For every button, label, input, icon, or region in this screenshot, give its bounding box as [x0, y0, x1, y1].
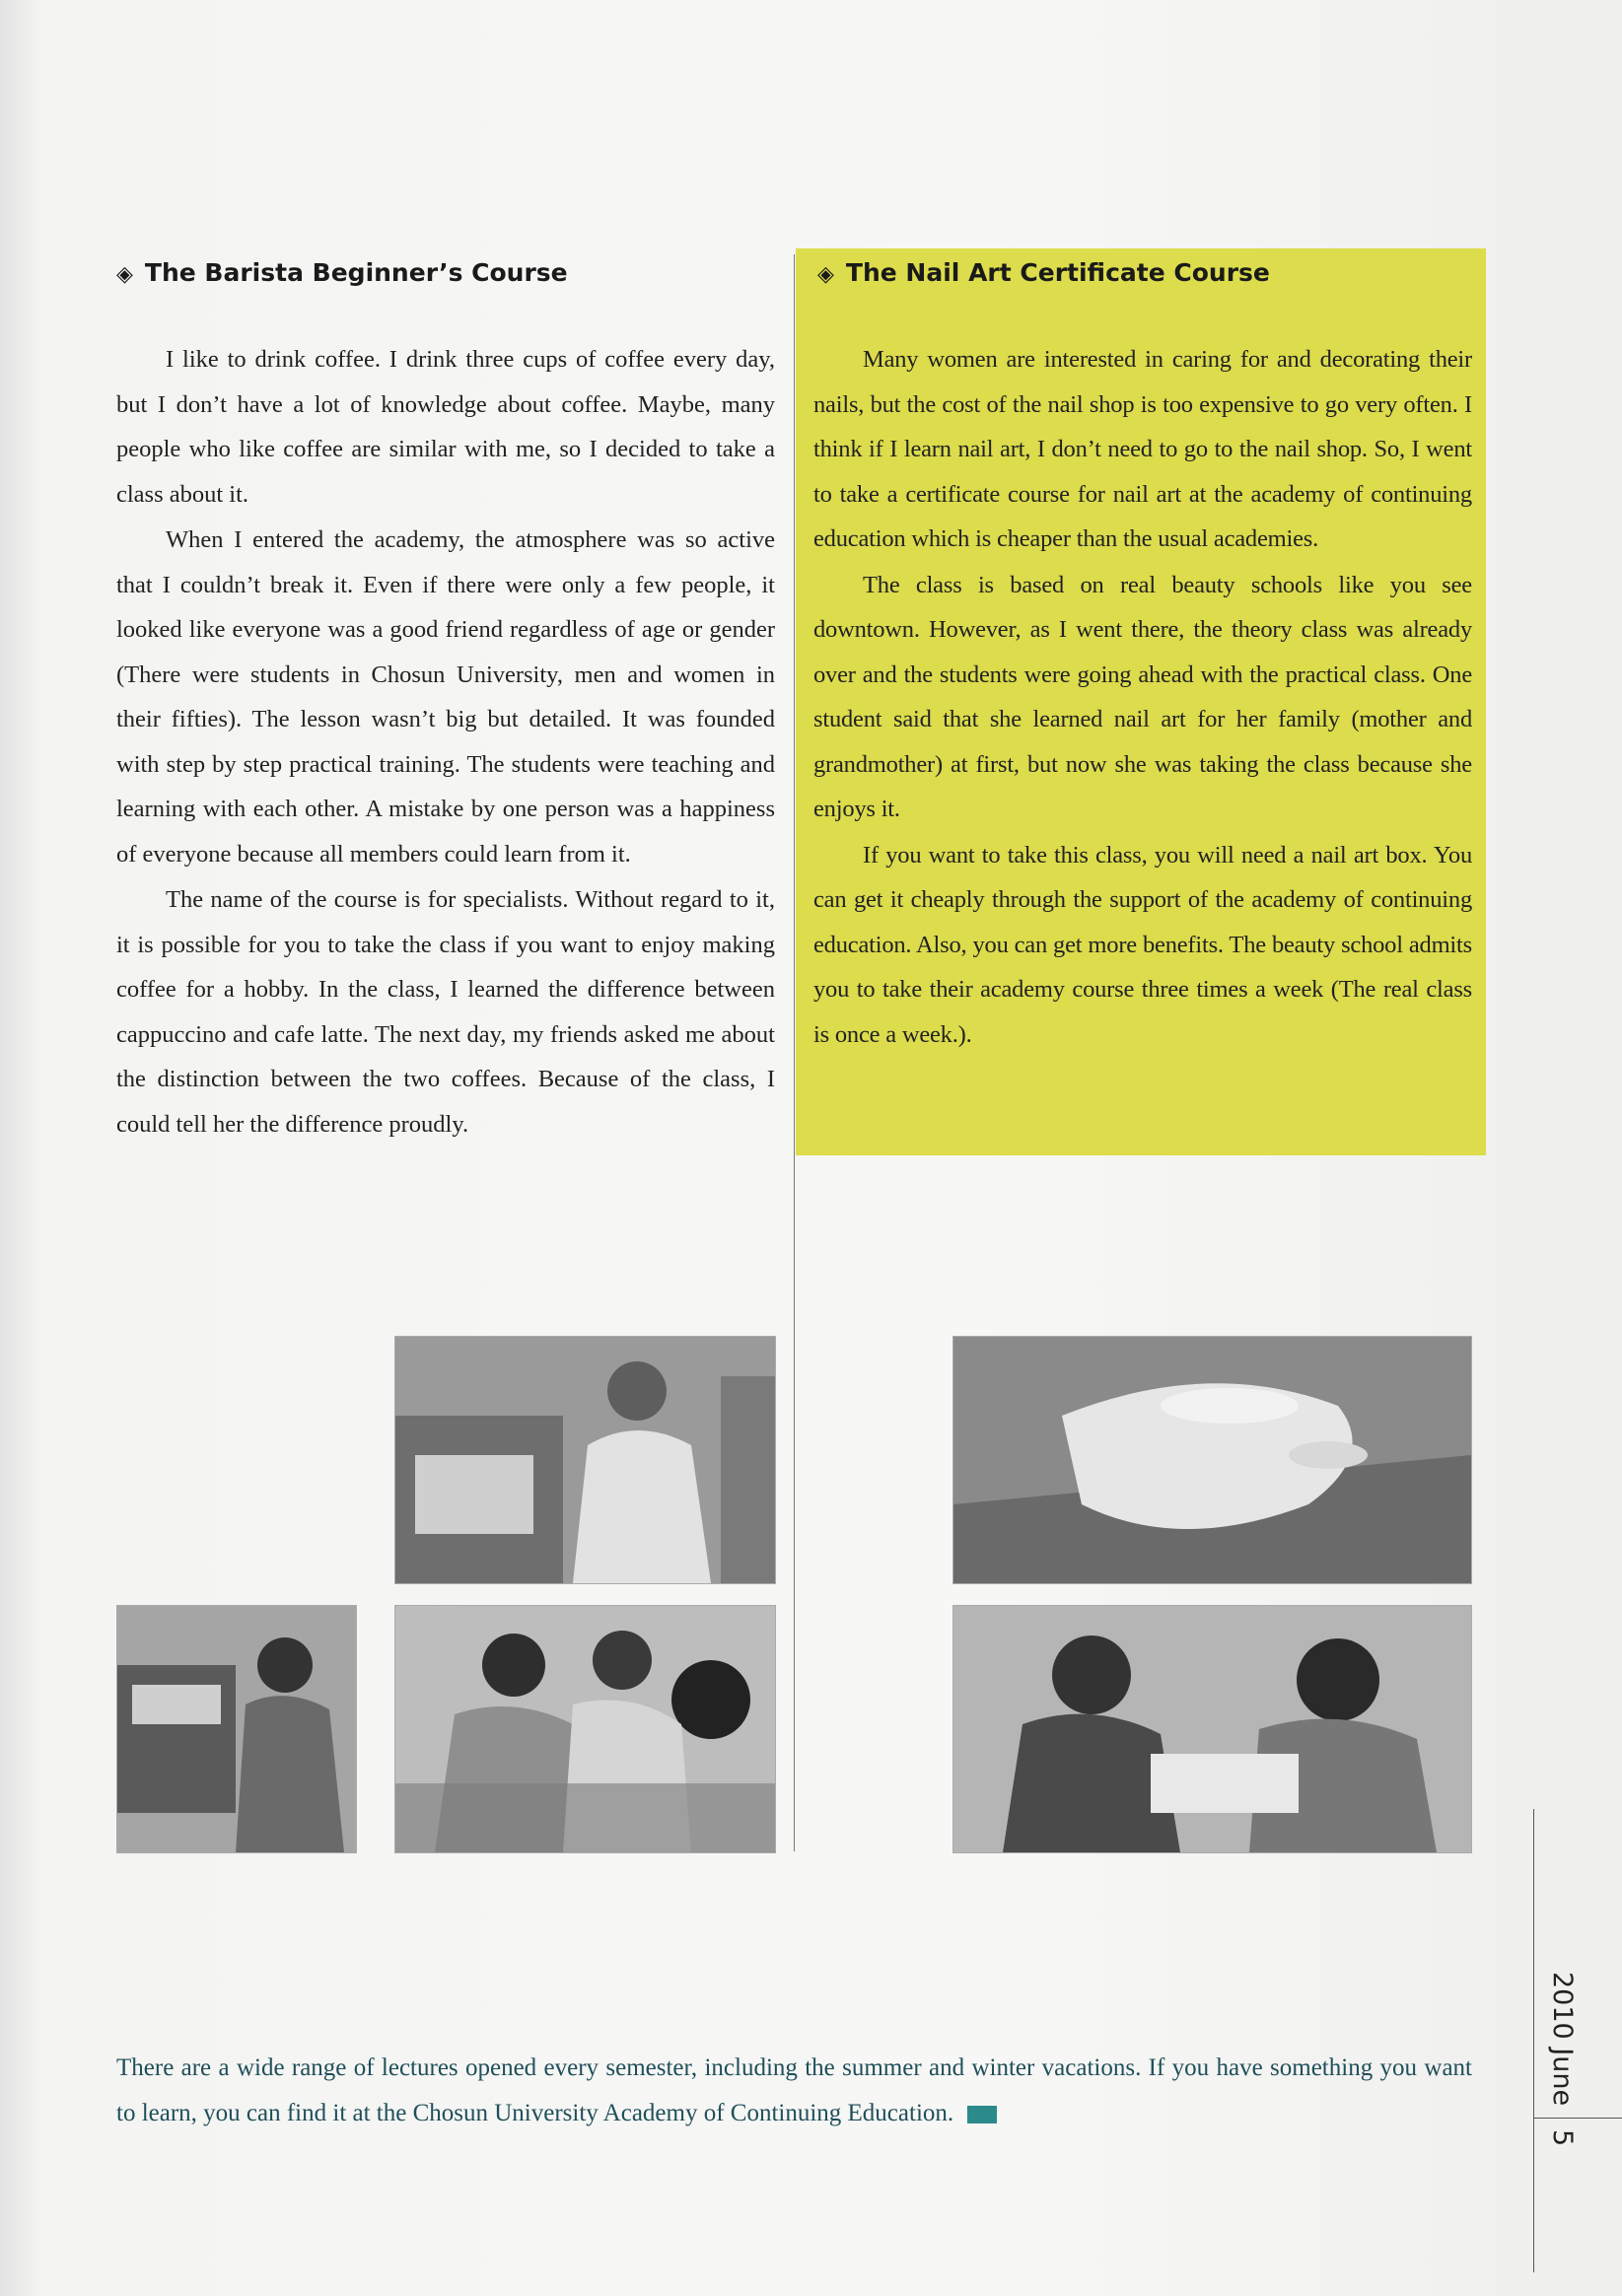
- issue-date: 2010 June: [1547, 1972, 1578, 2107]
- espresso-machine-photo-image: [117, 1606, 356, 1852]
- barista-article-body: [116, 337, 775, 1148]
- nail-art-heading-text: The Nail Art Certificate Course: [845, 258, 1270, 287]
- barista-students-photo: [394, 1605, 776, 1853]
- barista-paragraph-2: When I entered the academy, the atmosphere was so active that I couldn’t break it. Even if there were only a few people, it looked like everyone was a good friend regardless of age or gender (There were students in Chosun University, men and women in their fifties). The lesson wasn’t big but detailed. It was founded with step by step practical training. The students were teaching and learning with each other. A mistake by one person was a happiness of everyone because all members could learn from it.: [116, 526, 775, 868]
- barista-heading-text: The Barista Beginner’s Course: [144, 258, 568, 287]
- nail-art-closeup-photo-image: [953, 1337, 1471, 1583]
- nail-art-class-photo: [952, 1605, 1472, 1853]
- closing-note-text: There are a wide range of lectures opened every semester, including the summer and winter vacations. If you have something you want to learn, you can find it at the Chosun University Academy of Continuing Education.: [116, 2054, 1472, 2126]
- barista-paragraph-3: The name of the course is for specialists. Without regard to it, it is possible for you to take the class if you want to enjoy making coffee for a hobby. In the class, I learned the difference between cappuccino and cafe latte. The next day, my friends asked me about the distinction between the two coffees. Because of the class, I could tell her the difference proudly.: [116, 886, 775, 1138]
- barista-course-heading: [116, 258, 568, 287]
- side-vertical-rule: [1533, 1809, 1534, 2272]
- barista-students-photo-image: [395, 1606, 775, 1852]
- closing-note: [116, 2046, 1472, 2136]
- diamond-bullet-icon: ◈: [817, 262, 834, 287]
- page-number: 5: [1547, 2129, 1578, 2147]
- nail-art-article-body: [813, 337, 1472, 1058]
- barista-instructor-photo-image: [395, 1337, 775, 1583]
- diamond-bullet-icon: ◈: [116, 262, 133, 287]
- nail-art-class-photo-image: [953, 1606, 1471, 1852]
- column-divider: [794, 254, 795, 1851]
- espresso-machine-photo: [116, 1605, 357, 1853]
- barista-instructor-photo: [394, 1336, 776, 1584]
- barista-paragraph-1: I like to drink coffee. I drink three cups of coffee every day, but I don’t have a lot of knowledge about coffee. Maybe, many people who like coffee are similar with me, so I decided to take a class about it.: [116, 346, 775, 508]
- nail-art-highlight-box: [796, 248, 1486, 1155]
- magazine-logo-icon: [967, 2106, 997, 2123]
- nail-art-course-heading: [817, 258, 1270, 287]
- nail-art-paragraph-3: If you want to take this class, you will need a nail art box. You can get it cheaply through the support of the academy of continuing education. Also, you can get more benefits. The beauty school admits you to take their academy course three times a week (The real class is once a week.).: [813, 841, 1472, 1048]
- nail-art-paragraph-2: The class is based on real beauty schools like you see downtown. However, as I went there, the theory class was already over and the students were going ahead with the practical class. One student said that she learned nail art for her family (mother and grandmother) at first, but now she was taking the class because she enjoys it.: [813, 571, 1472, 822]
- nail-art-closeup-photo: [952, 1336, 1472, 1584]
- nail-art-paragraph-1: Many women are interested in caring for and decorating their nails, but the cost of the nail shop is too expensive to go very often. I think if I learn nail art, I don’t need to go to the nail shop. So, I went to take a certificate course for nail art at the academy of continuing education which is cheaper than the usual academies.: [813, 346, 1472, 552]
